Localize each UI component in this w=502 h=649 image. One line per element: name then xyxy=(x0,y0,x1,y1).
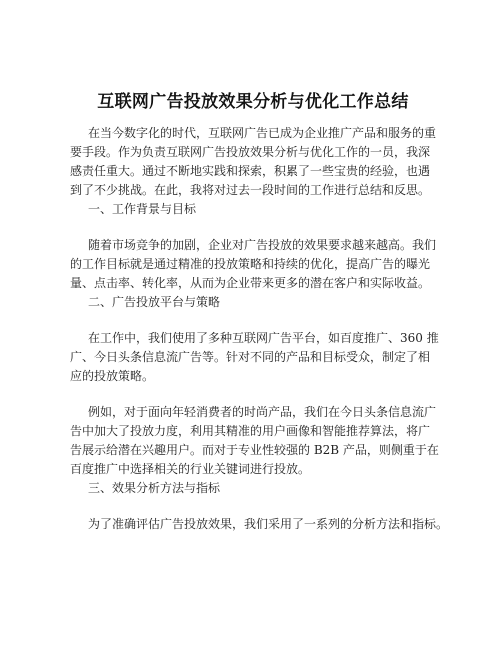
paragraph-line: 在工作中，我们使用了多种互联网广告平台，如百度推广、360 推 xyxy=(88,331,439,345)
paragraph-line: 百度推广中选择相关的行业关键词进行投放。 xyxy=(70,462,311,476)
paragraph-line: 感责任重大。通过不断地实践和探索，积累了一些宝贵的经验，也遇 xyxy=(70,164,431,178)
paragraph-line: 要手段。作为负责互联网广告投放效果分析与优化工作的一员，我深 xyxy=(70,145,431,159)
paragraph-line: 量、点击率、转化率，从而为企业带来更多的潜在客户和实际收益。 xyxy=(70,276,431,290)
section-heading: 一、工作背景与目标 xyxy=(88,202,197,216)
paragraph-line: 到了不少挑战。在此，我将对过去一段时间的工作进行总结和反思。 xyxy=(70,183,431,197)
section-heading: 三、效果分析方法与指标 xyxy=(88,481,221,495)
paragraph-line: 告中加大了投放力度，利用其精准的用户画像和智能推荐算法，将广 xyxy=(70,424,431,438)
paragraph-line: 随着市场竞争的加剧，企业对广告投放的效果要求越来越高。我们 xyxy=(88,238,437,252)
paragraph-line: 告展示给潜在兴趣用户。而对于专业性较强的 B2B 产品，则侧重于在 xyxy=(70,443,439,457)
section3-paragraph xyxy=(70,515,449,534)
paragraph-line: 为了准确评估广告投放效果，我们采用了一系列的分析方法和指标。 xyxy=(88,517,449,531)
intro-paragraph xyxy=(70,124,436,200)
section-heading: 二、广告投放平台与策略 xyxy=(88,295,221,309)
section2-paragraph-2 xyxy=(70,403,439,479)
paragraph-line: 例如，对于面向年轻消费者的时尚产品，我们在今日头条信息流广 xyxy=(88,405,437,419)
paragraph-line: 的工作目标就是通过精准的投放策略和持续的优化，提高广告的曝光 xyxy=(70,257,431,271)
section2-paragraph-1 xyxy=(70,329,439,386)
section1-paragraph xyxy=(70,236,436,293)
paragraph-line: 在当今数字化的时代，互联网广告已成为企业推广产品和服务的重 xyxy=(88,126,437,140)
paragraph-line: 应的投放策略。 xyxy=(70,369,155,383)
paragraph-line: 广、今日头条信息流广告等。针对不同的产品和目标受众，制定了相 xyxy=(70,350,431,364)
document-title: 互联网广告投放效果分析与优化工作总结 xyxy=(97,92,409,112)
